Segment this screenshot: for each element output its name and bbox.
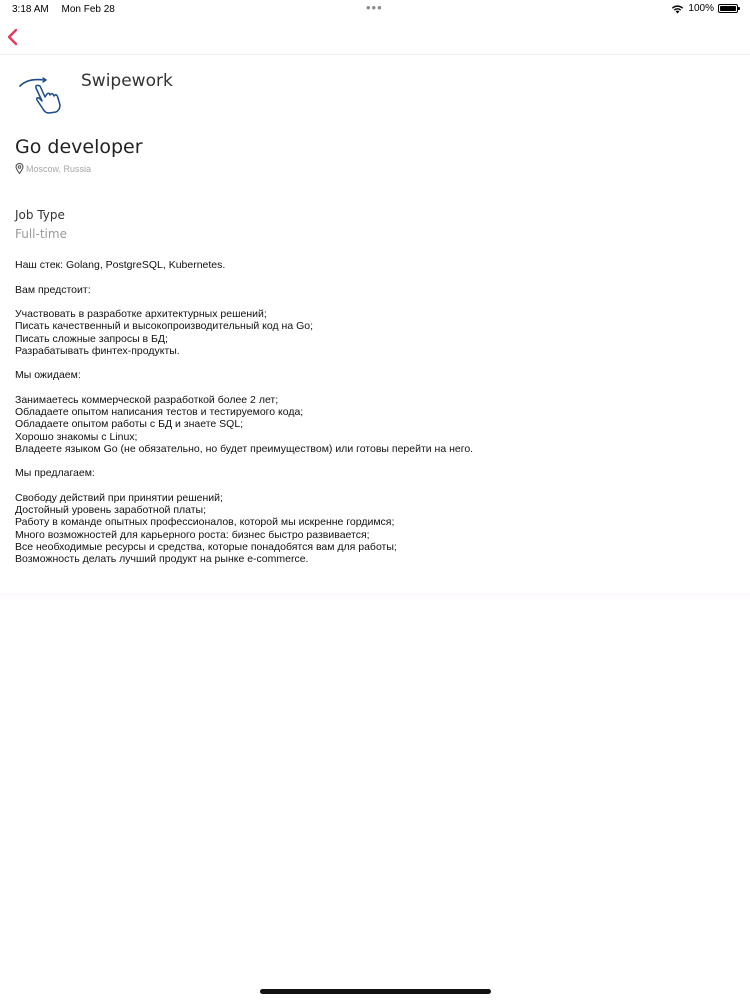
chevron-left-icon: [4, 26, 26, 48]
description-line: Возможность делать лучший продукт на рынке e-commerce.: [15, 553, 309, 565]
description-line: Разрабатывать финтех-продукты.: [15, 344, 180, 357]
battery-icon: [718, 4, 738, 13]
multitasking-dots-icon[interactable]: •••: [366, 0, 383, 15]
description-spacer: [15, 271, 715, 283]
description-line: Обладаете опытом работы с БД и знаете SQL;: [15, 418, 244, 431]
description-line: Все необходимые ресурсы и средства, которые понадобятся вам для работы;: [15, 540, 397, 553]
description-line: Мы предлагаем:: [15, 467, 95, 480]
nav-bar: [0, 20, 750, 55]
status-right: [671, 3, 738, 14]
status-time: 3:18 AM: [12, 4, 49, 15]
job-type-value: Full-time: [15, 227, 67, 241]
description-line: Много возможностей для карьерного роста: бизнес быстро развивается;: [15, 528, 370, 541]
description-line: Вам предстоит:: [15, 283, 91, 296]
description-spacer: [15, 480, 715, 492]
map-pin-icon: [15, 163, 24, 174]
job-location: [15, 163, 91, 174]
company-name: Swipework: [81, 71, 173, 91]
battery-percent: 100%: [688, 3, 714, 14]
status-left: [12, 4, 125, 15]
description-line: Занимаетесь коммерческой разработкой более 2 лет;: [15, 393, 279, 406]
wifi-icon: [671, 4, 684, 14]
description-spacer: [15, 455, 715, 467]
description-line: Участвовать в разработке архитектурных решений;: [15, 308, 267, 320]
description-line: Достойный уровень заработной платы;: [15, 504, 207, 516]
status-bar: [0, 0, 750, 20]
description-line: Писать сложные запросы в БД;: [15, 332, 168, 345]
battery-fill: [720, 6, 736, 11]
description-spacer: [15, 296, 715, 308]
description-line: Наш стек: Golang, PostgreSQL, Kubernetes.: [15, 259, 226, 271]
company-logo: [18, 72, 64, 114]
description-line: Обладаете опытом написания тестов и тестируемого кода;: [15, 406, 304, 418]
job-description: [15, 259, 715, 565]
description-line: Свободу действий при принятии решений;: [15, 491, 223, 504]
home-indicator[interactable]: [260, 989, 491, 994]
content-divider: [0, 593, 750, 599]
location-text: Moscow, Russia: [26, 163, 92, 174]
description-spacer: [15, 357, 715, 369]
job-title: Go developer: [15, 136, 143, 158]
description-line: Владеете языком Go (не обязательно, но будет преимуществом) или готовы перейти на него.: [15, 442, 474, 455]
status-date: Mon Feb 28: [61, 4, 115, 15]
description-spacer: [15, 382, 715, 394]
back-button[interactable]: [4, 26, 26, 48]
description-line: Писать качественный и высокопроизводительный код на Go;: [15, 320, 314, 333]
swipe-hand-icon: [18, 72, 64, 114]
job-type-label: Job Type: [15, 208, 65, 222]
description-line: Работу в команде опытных профессионалов, которой мы искренне гордимся;: [15, 516, 395, 529]
description-line: Хорошо знакомы с Linux;: [15, 430, 138, 443]
description-line: Мы ожидаем:: [15, 369, 81, 382]
